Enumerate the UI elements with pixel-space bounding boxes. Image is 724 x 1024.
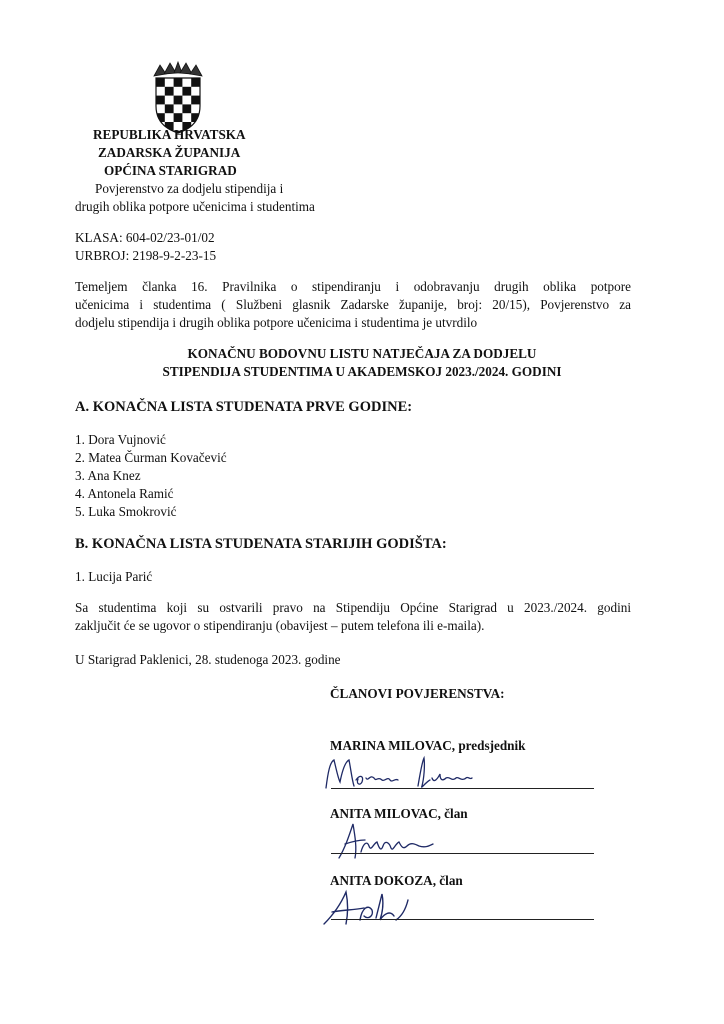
signature-line <box>331 788 594 789</box>
closing-line1: Sa studentima koji su ostvarili pravo na Stipendiju Općine Starigrad u 2023./2024. godini <box>75 600 631 615</box>
list-item: 1. Lucija Parić <box>75 569 153 584</box>
signature-line <box>331 853 594 854</box>
list-item: 4. Antonela Ramić <box>75 486 174 501</box>
signatory-title: ANITA MILOVAC, član <box>330 806 468 821</box>
document-title-line1: KONAČNU BODOVNU LISTU NATJEČAJA ZA DODJELU <box>187 346 537 361</box>
list-item: 3. Ana Knez <box>75 468 141 483</box>
croatian-coat-of-arms-icon <box>150 62 206 134</box>
header-municipality: OPĆINA STARIGRAD <box>104 163 237 178</box>
signatory-title: ANITA DOKOZA, član <box>330 873 463 888</box>
list-item: 1. Dora Vujnović <box>75 432 166 447</box>
intro-line1: Temeljem članka 16. Pravilnika o stipendiranju i odobravanju drugih oblika potpore <box>75 279 631 294</box>
intro-line3: dodjelu stipendija i drugih oblika potpore učenicima i studentima je utvrdilo <box>75 315 478 330</box>
section-a-heading: A. KONAČNA LISTA STUDENATA PRVE GODINE: <box>75 399 413 415</box>
header-county: ZADARSKA ŽUPANIJA <box>98 145 241 160</box>
closing-line2: zaključit će se ugovor o stipendiranju (obavijest – putem telefona ili e-maila). <box>75 618 485 633</box>
urbroj: URBROJ: 2198-9-2-23-15 <box>75 248 217 263</box>
intro-line2: učenicima i studentima ( Službeni glasnik Zadarske županije, broj: 20/15), Povjerenstvo za <box>75 297 631 312</box>
klasa: KLASA: 604-02/23-01/02 <box>75 230 215 245</box>
document-title-line2: STIPENDIJA STUDENTIMA U AKADEMSKOJ 2023./2024. GODINI <box>162 364 562 379</box>
header-committee-line2: drugih oblika potpore učenicima i studentima <box>75 199 315 214</box>
list-item: 2. Matea Čurman Kovačević <box>75 450 227 465</box>
signatures-heading: ČLANOVI POVJERENSTVA: <box>330 686 505 701</box>
signature-line <box>331 919 594 920</box>
header-committee-line1: Povjerenstvo za dodjelu stipendija i <box>95 181 284 196</box>
section-b-heading: B. KONAČNA LISTA STUDENATA STARIJIH GODIŠTA: <box>75 536 447 552</box>
signatory-title: MARINA MILOVAC, predsjednik <box>330 738 526 753</box>
signature-anita-dokoza <box>318 880 458 930</box>
header-republic: REPUBLIKA HRVATSKA <box>93 127 246 142</box>
signature-anita-milovac <box>335 818 455 862</box>
list-item: 5. Luka Smokrović <box>75 504 177 519</box>
place-date: U Starigrad Paklenici, 28. studenoga 2023. godine <box>75 652 341 667</box>
